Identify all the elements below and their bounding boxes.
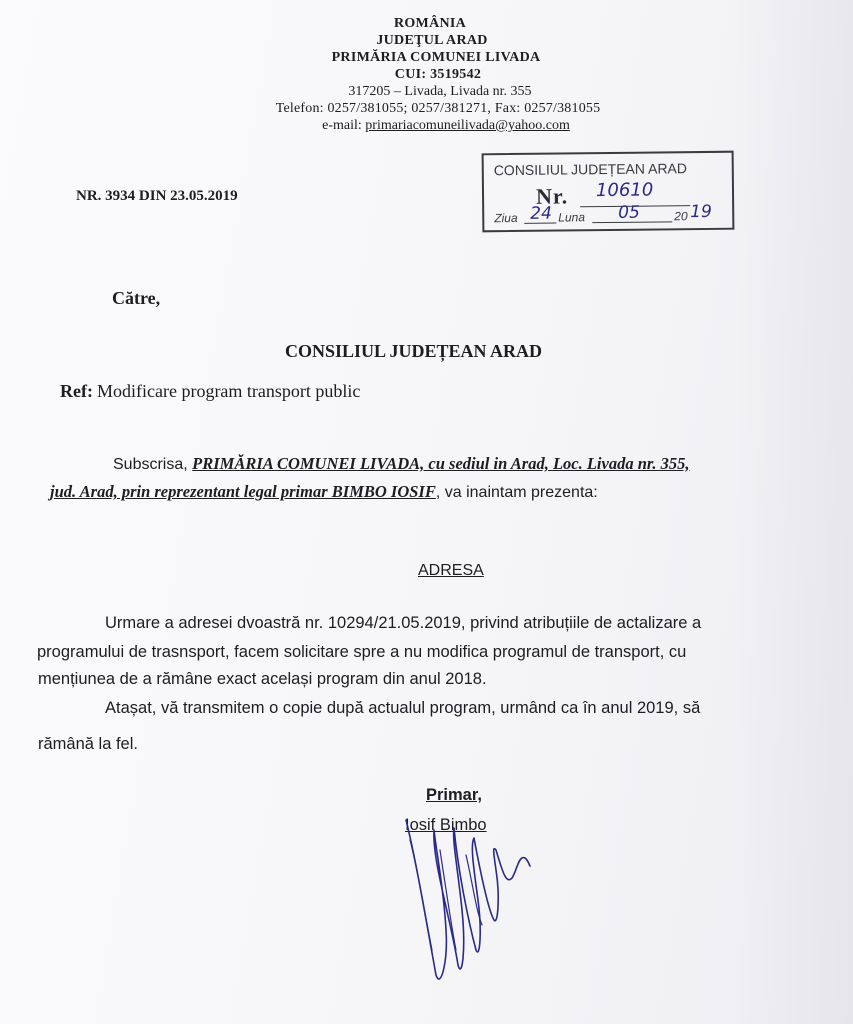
- intro-line-1: [113, 454, 690, 474]
- paragraph-line-5: rămână la fel.: [38, 735, 138, 753]
- stamp-month-label: Luna: [558, 210, 586, 225]
- paragraph-line-4: Atașat, vă transmitem o copie după actualul program, urmând ca în anul 2019, să: [105, 699, 701, 717]
- intro-underlined-1: PRIMĂRIA COMUNEI LIVADA, cu sediul in Arad, Loc. Livada nr. 355,: [192, 454, 690, 473]
- document-number: NR. 3934 DIN 23.05.2019: [76, 188, 238, 204]
- intro-underlined-2: jud. Arad, prin reprezentant legal primar BIMBO IOSIF: [50, 482, 436, 501]
- header-email-line: [246, 118, 646, 134]
- header-email-label: e-mail:: [322, 118, 366, 133]
- salutation: Către,: [112, 288, 161, 308]
- header-country: ROMÂNIA: [393, 16, 467, 31]
- signature-title: Primar,: [426, 786, 482, 804]
- intro-lead: Subscrisa,: [113, 456, 193, 473]
- paragraph-line-3: mențiunea de a rămâne exact același program din anul 2018.: [38, 670, 487, 688]
- stamp-nr-label: Nr.: [535, 183, 569, 209]
- header-county: JUDEŢUL ARAD: [376, 33, 488, 48]
- header-institution: PRIMĂRIA COMUNEI LIVADA: [331, 50, 541, 65]
- reference-text: Modificare program transport public: [96, 381, 361, 401]
- header-phones: Telefon: 0257/381055; 0257/381271, Fax: 0257/381055: [275, 101, 601, 116]
- registration-stamp: [482, 151, 735, 233]
- intro-line-2: [50, 482, 598, 502]
- handwritten-signature-icon: [396, 800, 556, 1000]
- stamp-month-value: 05: [618, 202, 640, 223]
- signature-name: Iosif Bimbo: [405, 816, 487, 834]
- stamp-title: CONSILIUL JUDEȚEAN ARAD: [493, 160, 688, 179]
- paragraph-line-2: programului de trasnsport, facem solicitare spre a nu modifica programul de transport, cu: [37, 643, 687, 661]
- header-email-link[interactable]: primariacomuneilivada@yahoo.com: [365, 118, 570, 133]
- signature-stroke-1: [406, 820, 530, 979]
- intro-tail: , va inaintam prezenta:: [435, 484, 598, 501]
- header-address: 317205 – Livada, Livada nr. 355: [348, 84, 532, 99]
- stamp-day-value: 24: [530, 203, 552, 224]
- stamp-day-label: Ziua: [494, 210, 518, 226]
- reference-label: Ref:: [60, 381, 93, 401]
- stamp-year-prefix: 20: [674, 209, 688, 224]
- subject-heading: ADRESA: [418, 562, 484, 579]
- recipient: CONSILIUL JUDEȚEAN ARAD: [285, 341, 543, 361]
- stamp-year-value: 19: [690, 201, 712, 223]
- reference-line: [60, 381, 360, 402]
- stamp-nr-value: 10610: [595, 179, 654, 202]
- header-cui: CUI: 3519542: [394, 67, 482, 82]
- paragraph-line-1: Urmare a adresei dvoastră nr. 10294/21.05.2019, privind atribuțiile de actalizare a: [105, 614, 702, 632]
